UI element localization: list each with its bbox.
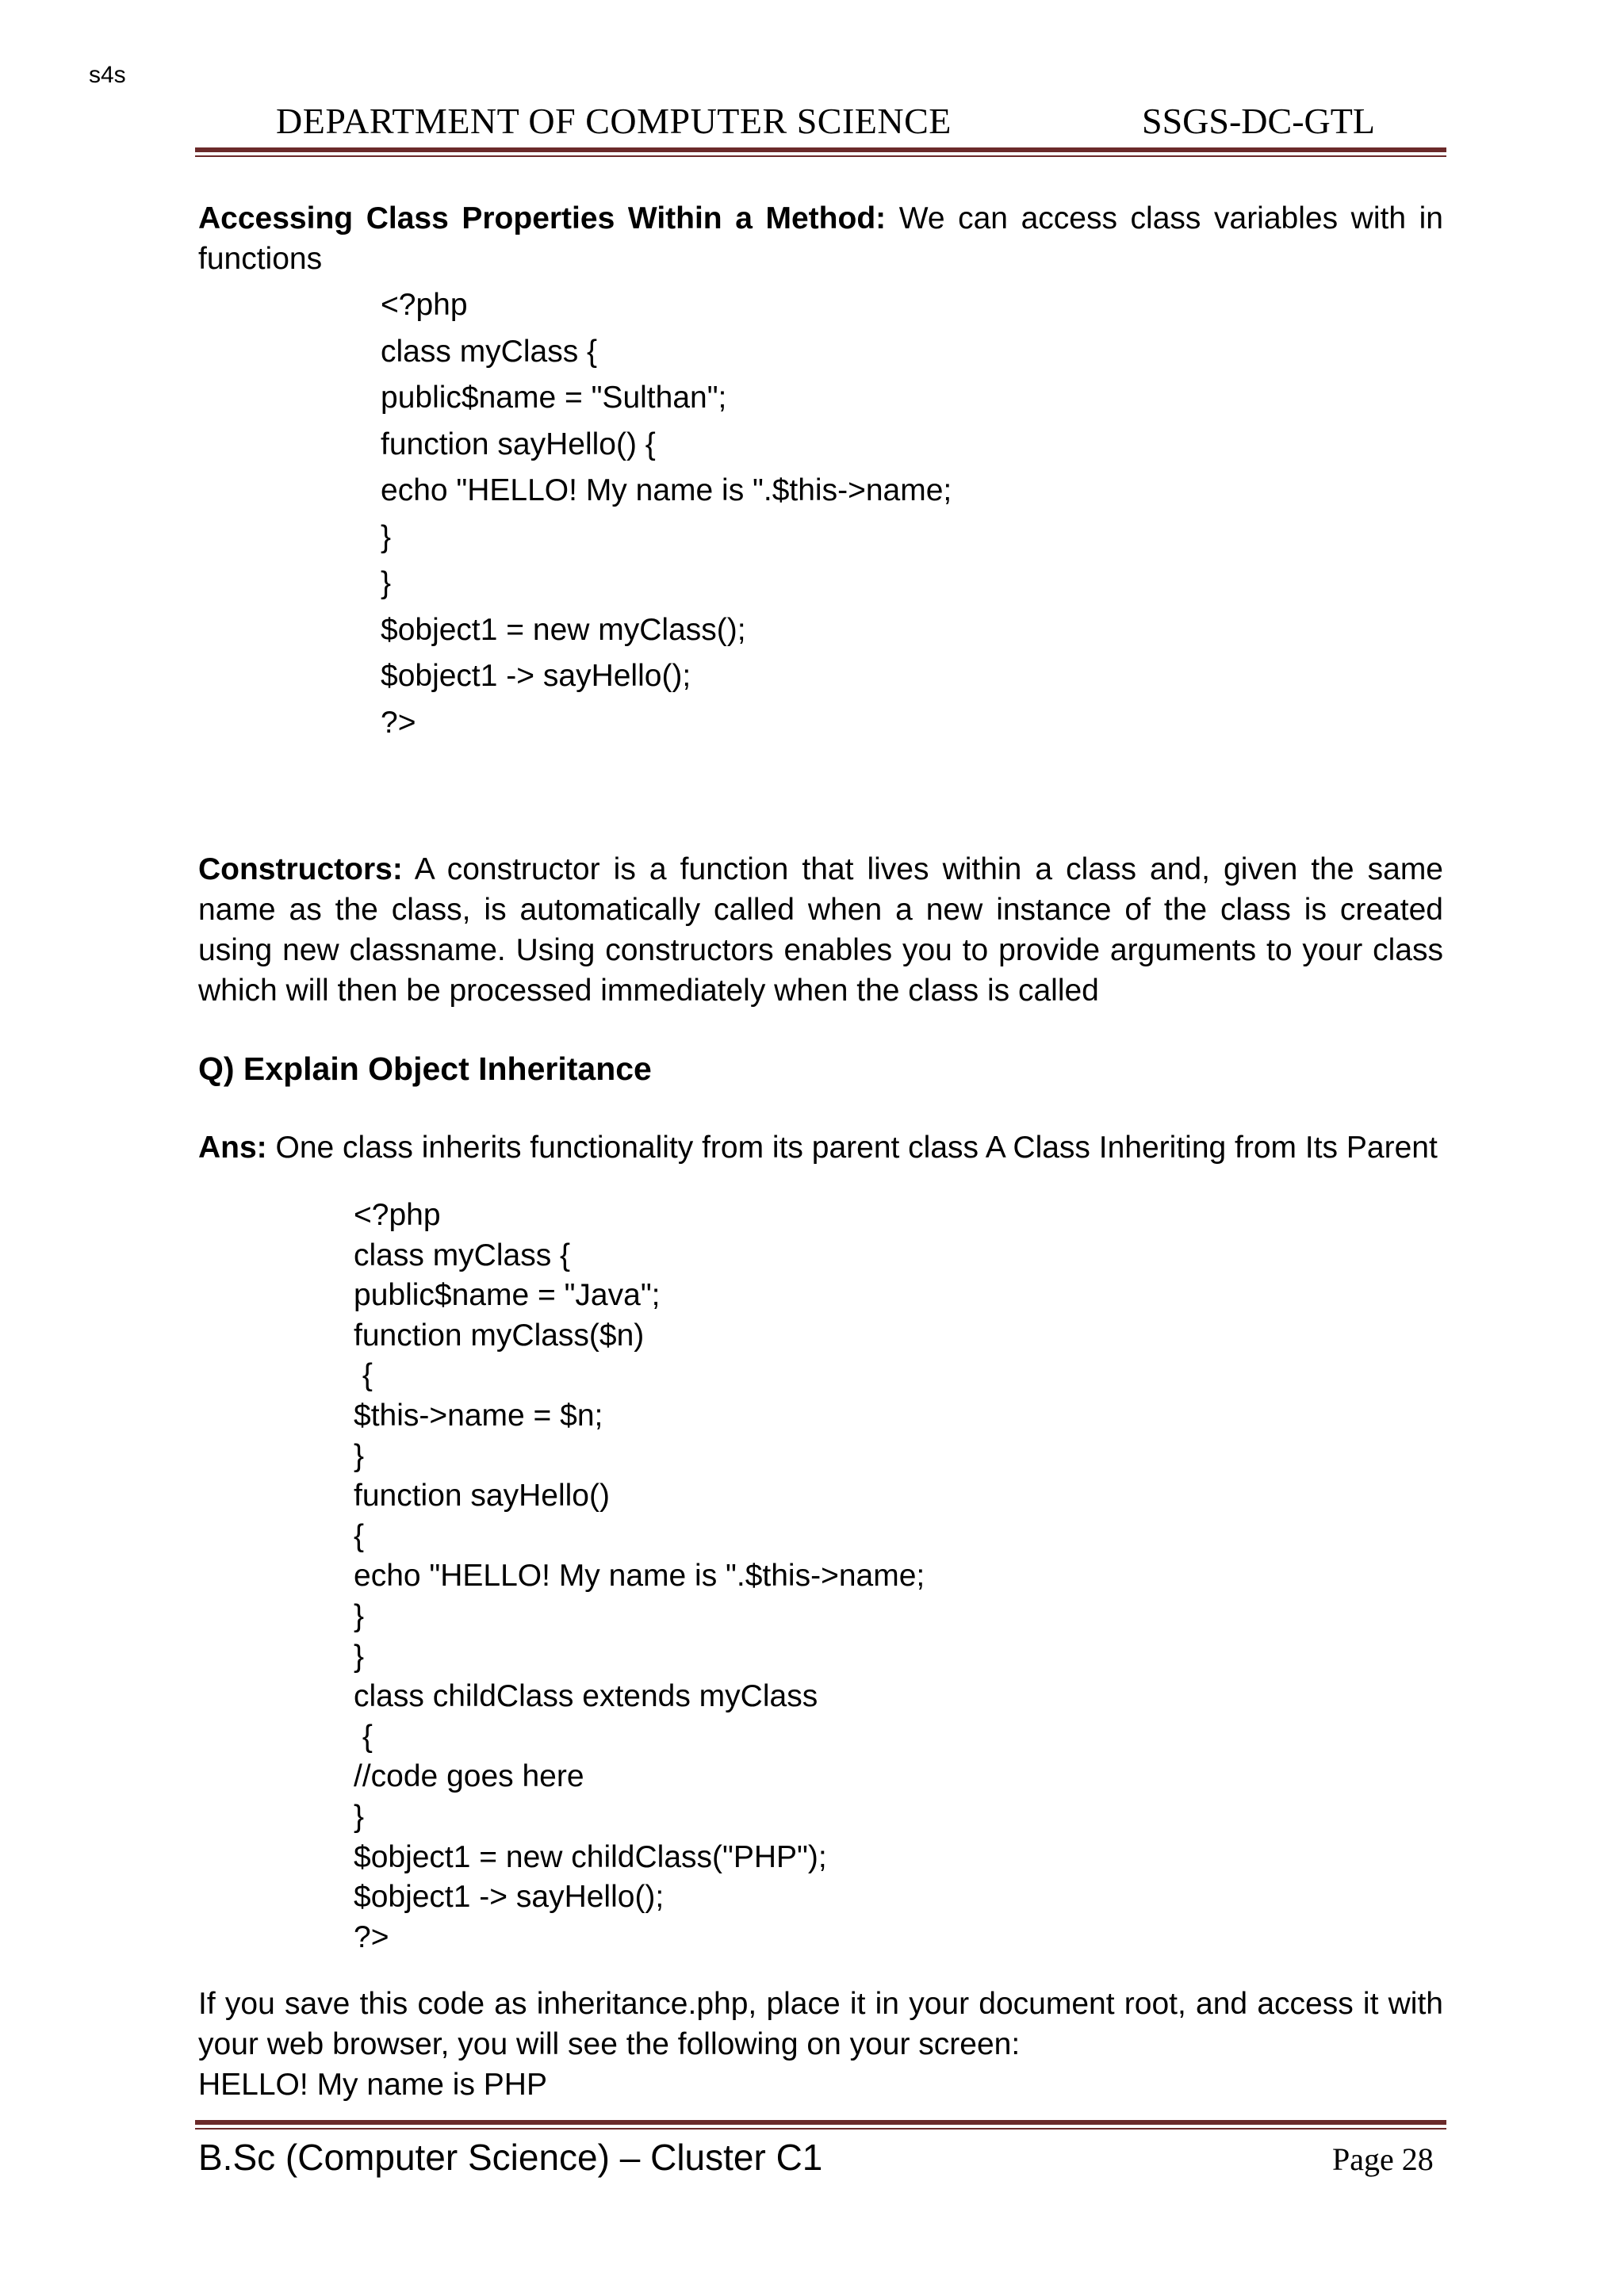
code-line: $this->name = $n; <box>354 1398 603 1433</box>
output-text: HELLO! My name is PHP <box>198 2068 547 2102</box>
code-line: { <box>354 1358 373 1393</box>
code-line: public$name = "Java"; <box>354 1278 661 1313</box>
code-line: echo "HELLO! My name is ".$this->name; <box>381 473 952 507</box>
footer-rule-thin <box>195 2128 1446 2130</box>
header-rule-thick <box>195 147 1446 152</box>
section-constructors-text: A constructor is a function that lives within a class and, given the same name as the class, is automatically called when a new instance of the class is created using new classname. Using constructors enables you to provide arguments to your class which will then be processed immediately when the class is called <box>198 852 1443 1008</box>
code-line: $object1 -> sayHello(); <box>381 659 691 693</box>
code-line: } <box>354 1799 365 1834</box>
footer-course: B.Sc (Computer Science) – Cluster C1 <box>198 2137 823 2178</box>
code-line: public$name = "Sulthan"; <box>381 381 727 415</box>
section-accessing-properties <box>198 198 1443 279</box>
code-line: function sayHello() <box>354 1479 610 1513</box>
footer-rule-thick <box>195 2120 1446 2125</box>
code-block-class-properties <box>381 282 952 746</box>
header-college-code: SSGS-DC-GTL <box>1142 101 1375 141</box>
code-line: $object1 = new myClass(); <box>381 612 746 647</box>
code-line: } <box>381 566 392 600</box>
code-line: } <box>354 1598 365 1633</box>
corner-mark: s4s <box>89 62 126 88</box>
code-line: class childClass extends myClass <box>354 1679 818 1714</box>
footer-page-number: Page 28 <box>1332 2141 1434 2177</box>
code-line: class myClass { <box>354 1238 571 1272</box>
question-heading: Q) Explain Object Inheritance <box>198 1050 652 1087</box>
code-line: { <box>354 1719 373 1754</box>
code-line: ?> <box>381 705 416 740</box>
code-line: $object1 = new childClass("PHP"); <box>354 1839 827 1874</box>
code-line: ?> <box>354 1919 389 1954</box>
code-line: } <box>354 1639 365 1674</box>
code-line: function sayHello() { <box>381 427 656 461</box>
code-line: } <box>381 519 392 554</box>
answer-text: One class inherits functionality from its parent class A Class Inheriting from Its Parent <box>266 1131 1438 1165</box>
section-constructors <box>198 849 1443 1011</box>
code-line: { <box>354 1518 365 1553</box>
section-accessing-properties-text: We can access class variables with in functions <box>198 201 1443 276</box>
closing-paragraph <box>198 1984 1443 2105</box>
code-block-inheritance <box>354 1196 925 1957</box>
code-line: $object1 -> sayHello(); <box>354 1880 665 1915</box>
header-rule-thin <box>195 155 1446 157</box>
section-accessing-properties-title: Accessing Class Properties Within a Method: <box>198 201 887 235</box>
closing-text: If you save this code as inheritance.php, place it in your document root, and access it with your web browser, you will see the following on your screen: <box>198 1987 1443 2061</box>
header-department: DEPARTMENT OF COMPUTER SCIENCE <box>276 101 952 141</box>
answer-label: Ans: <box>198 1131 267 1165</box>
code-line: <?php <box>354 1198 441 1232</box>
code-line: class myClass { <box>381 334 598 369</box>
code-line: //code goes here <box>354 1759 584 1794</box>
section-constructors-title: Constructors: <box>198 852 403 886</box>
code-line: <?php <box>381 288 468 322</box>
code-line: } <box>354 1438 365 1473</box>
answer-intro <box>198 1127 1443 1168</box>
code-line: function myClass($n) <box>354 1318 645 1353</box>
code-line: echo "HELLO! My name is ".$this->name; <box>354 1559 925 1594</box>
